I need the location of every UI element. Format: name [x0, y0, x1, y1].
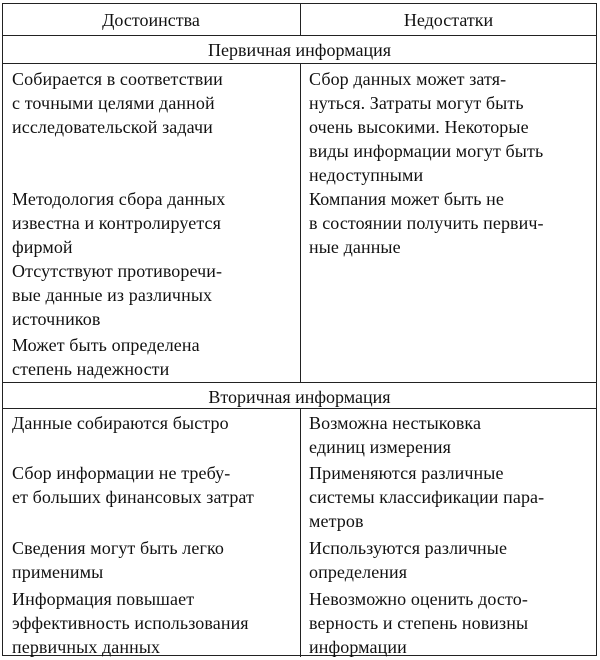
secondary-advantage: Информация повышает эффективность использования первичных данных	[12, 589, 249, 657]
column-divider	[300, 408, 301, 657]
column-divider	[300, 4, 301, 35]
primary-disadvantage: Сбор данных может затя- нуться. Затраты могут быть очень высокими. Некоторые виды информации могут быть недоступными	[309, 69, 544, 185]
comparison-table	[2, 3, 597, 656]
secondary-disadvantage: Применяются различные системы классификации пара- метров	[309, 463, 545, 531]
secondary-advantage: Сбор информации не требу- ет больших финансовых затрат	[12, 463, 255, 507]
primary-advantage: Может быть определена степень надежности	[12, 335, 200, 379]
primary-disadvantage: Компания может быть не в состоянии получить первич- ные данные	[309, 189, 544, 257]
section-title-primary: Первичная информация	[207, 40, 392, 60]
secondary-disadvantage: Невозможно оценить досто- верность и степень новизны информации	[309, 589, 529, 657]
secondary-advantage: Данные собираются быстро	[12, 413, 229, 433]
column-divider	[300, 63, 301, 382]
header-divider	[3, 35, 596, 36]
secondary-advantage: Сведения могут быть легко применимы	[12, 538, 224, 582]
primary-advantage: Методология сбора данных известна и контролируется фирмой	[12, 189, 226, 257]
secondary-disadvantage: Используются различные определения	[309, 538, 508, 582]
secondary-disadvantage: Возможна нестыковка единиц измерения	[309, 413, 482, 457]
column-header-advantages: Достоинства	[102, 10, 200, 30]
primary-advantage: Собирается в соответствии с точными целями данной исследовательской задачи	[12, 69, 223, 137]
section-divider-secondary-top	[3, 382, 596, 383]
primary-advantage: Отсутствуют противоречи- вые данные из различных источников	[12, 261, 223, 329]
section-title-secondary: Вторичная информация	[208, 387, 391, 407]
column-header-disadvantages: Недостатки	[403, 10, 494, 30]
